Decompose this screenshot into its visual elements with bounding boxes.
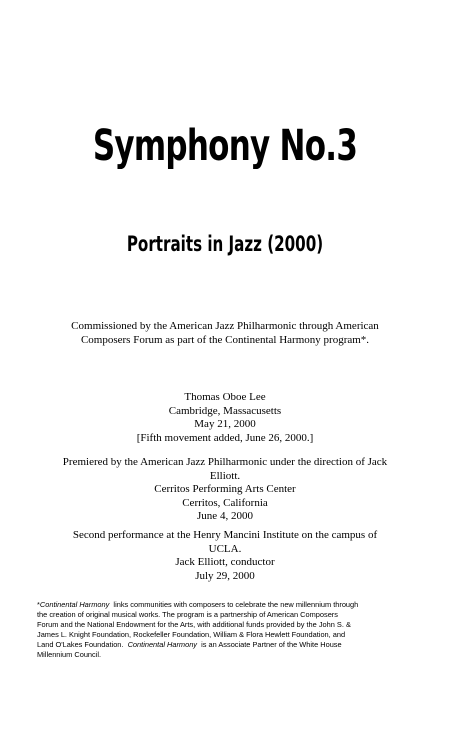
- premiere-line: Elliott.: [209, 469, 241, 482]
- footnote-text: links communities with composers to celebrate the new millennium through: [109, 600, 359, 609]
- composer-info: [60, 391, 390, 445]
- composer-name: Thomas Oboe Lee: [184, 391, 266, 403]
- program-name: Continental Harmony: [39, 600, 110, 609]
- premiere-info: [60, 456, 390, 524]
- premiere-city: Cerritos, California: [182, 496, 268, 509]
- footnote-line: James L. Knight Foundation, Rockefeller Foundation, William & Flora Hewlett Foundation, and: [37, 630, 346, 639]
- commission-statement: [62, 320, 388, 347]
- second-performance-line: UCLA.: [208, 542, 242, 555]
- composition-date: May 21, 2000: [194, 418, 256, 430]
- page-title: Symphony No.3: [92, 121, 358, 171]
- composer-location: Cambridge, Massacusetts: [168, 404, 282, 417]
- page-subtitle: Portraits in Jazz (2000): [126, 232, 324, 256]
- footnote-line: Forum and the National Endowment for the Arts, with additional funds provided by the John S. &: [37, 620, 351, 629]
- second-performance-date: July 29, 2000: [195, 569, 255, 582]
- second-performance-info: [62, 529, 388, 583]
- revision-note: [Fifth movement added, June 26, 2000.]: [136, 431, 314, 444]
- commission-line: Commissioned by the American Jazz Philharmonic through American: [71, 320, 379, 332]
- footnote-marker: *: [37, 600, 40, 609]
- premiere-date: June 4, 2000: [197, 510, 253, 522]
- footnote-text: Land O'Lakes Foundation.: [37, 640, 128, 649]
- second-performance-line: Second performance at the Henry Mancini Institute on the campus of: [72, 529, 378, 541]
- premiere-venue: Cerritos Performing Arts Center: [154, 483, 296, 495]
- commission-line: Composers Forum as part of the Continental Harmony program*.: [80, 333, 370, 346]
- footnote-line: the creation of original musical works. The program is a partnership of American Composers: [37, 610, 338, 619]
- footnote-text: is an Associate Partner of the White House: [197, 640, 342, 649]
- footnote-line: [37, 600, 397, 610]
- second-performance-conductor: Jack Elliott, conductor: [175, 556, 275, 568]
- premiere-line: Premiered by the American Jazz Philharmonic under the direction of Jack: [62, 456, 388, 468]
- footnote: [37, 600, 397, 660]
- footnote-line: Millennium Council.: [37, 650, 102, 659]
- program-name: Continental Harmony: [127, 640, 198, 649]
- footnote-line: [37, 640, 397, 650]
